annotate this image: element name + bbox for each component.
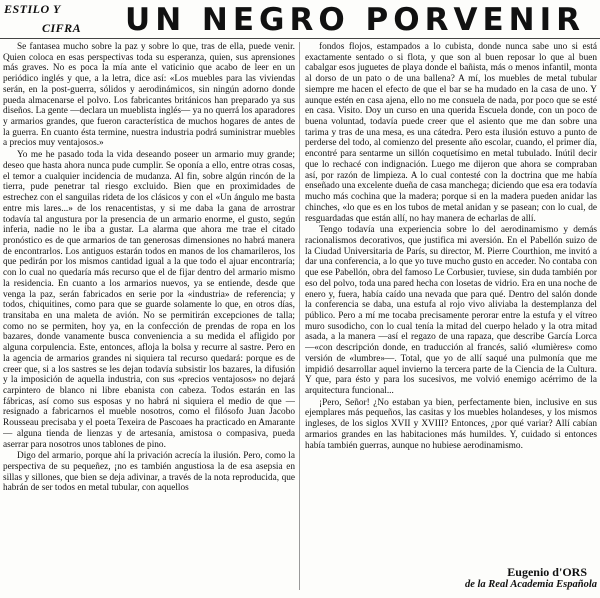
author-name: Eugenio d'ORS [507, 565, 587, 579]
column-divider [299, 42, 300, 590]
paragraph: Tengo todavía una experiencia sobre lo del aerodinamismo y demás racionalismos decorativos, que justifica mi aversión. En el Pabellón suizo de la Ciudad Universitaria de París, su director, M. Pierre Courthion, me invitó a dar una conferencia, a lo que yo tuve mucho gusto en acceder. No contaba con que ese Pabellón, obra del famoso Le Corbusier, tuviese, sin duda también por eso del polvo, toda una pared hecha con losetas de vidrio. Era en una noche de enero y, fuera, había caído una nevada que para qué. Dentro del salón donde la conferencia se daba, una estufa al rojo vivo aliviaba la destemplanza del público. Pero a mí me tocaba precisamente perorar entre la estufa y el vítreo muro susodicho, con lo cual tenía la mitad del cuerpo helado y la otra mitad asada, a la manera —así el regazo de una rapaza, que describe García Lorca —«con descripción donde, en traducción al francés, salió «lumières» como versión de «lumbre»—. Total, que yo de allí saqué una pulmonía que me impidió desarrollar aquel invierno la tercera parte de la Ciencia de la Cultura. Y que, para ésto y para los sucesivos, me volvió enemigo acérrimo de la arquitectura funcional... [305, 225, 597, 396]
paragraph: Se fantasea mucho sobre la paz y sobre lo que, tras de ella, puede venir. Quien coloca en esas perspectivas toda su esperanza, quien, sus aprensiones más graves. No es poca la mía ante el vaticinio que acabo de leer en un periódico inglés y que, a la letra, dice así: «Los muebles para las viviendas serán, en la post-guerra, sólidos y aerodinámicos, sin ningún adorno donde pueda almacenarse el polvo. Los fabricantes británicos han preparado ya sus diseños. La gente —declara un mueblista inglés— ya no querrá los aparadores y armarios grandes, que fueron característica de muchos hogares de antes de la guerra. En cuanto ésta termine, nuestra industria podrá suministrar muebles a precios muy ventajosos.» [3, 42, 295, 149]
paragraph: Digo del armario, porque ahí la privación acrecía la ilusión. Pero, como la perspectiva de su pequeñez, ¡no es también angustiosa la de esa asepsia en sillas y sillones, que bien se deja adivinar, a través de la nota reproducida, que habrán de ser todos en metal tubular, con aquellos [3, 451, 295, 494]
article-column-right [305, 42, 597, 582]
section-label-line2: CIFRA [42, 21, 82, 35]
author-signature [305, 566, 597, 591]
section-label-line1: ESTILO Y [4, 2, 61, 16]
paragraph: Yo me he pasado toda la vida deseando poseer un armario muy grande; deseo que hasta ahora nunca pude cumplir. Se oponía a ello, entre otras cosas, el temor a cualquier incidencia de mudanza. Al fin, sobre algún rincón de la tierra, pude penetrar tal riesgo excluido. Bien que en proximidades de estrechez con el sanguilas rideta de los clásicos y con el «Un ángulo me basta entre mis lares...» de los renacentistas, y si me daba la gana de arrostrar todavía tal angustura por la presencia de un armario enorme, el gusto, según inferia, nadie no le iba a gustar. La alarma que ahora me trae el citado pronóstico es de que armarios de tan generosas dimensiones no habrá manera de encontrarlos. Los antiguos estarán todos en manos de los chamarileros, los que pedirán por los mismos cantidad igual a la que todo el ajuar encontraría; con lo cual no quedaría más recurso que el de fijar dentro del armario mismo la residencia. En cuanto a los armarios nuevos, ya se entiende, desde que venga la paz, serán fabricados en serie por la «industria» de referencia; y todos, chiquitines, como para que se guarde solamente lo que, en otros días, transitaba en una maleta de avión. No se permitirán excepciones de talla; como no se permiten, hoy ya, en la confección de prendas de ropa en los bazares, donde vanamente busca conveniencia a su medida el afligido por alguna corpulencia. Este, entonces, afloja la bolsa y recurre al sastre. Pero en la agencia de armarios grandes ni siquiera tal recurso quedará: porque es de creer que, si a los sastres se les dejan todavía subsistir los bazares, la difusión y la imposición de aquella industria, con sus «precios ventajosos» no dejará carpintero de blanco ni libre ebanista con cabeza. Todos estarán en las fábricas, así como sus esposas y no habrá ni siquiera el medio de que —resignado a fabricarnos el mueble nosotros, como el filósofo Juan Jacobo Rousseau precisaba y el poeta Texeira de Pascoaes ha practicado en Amarante— alguna tienda de lienzas y de artesanía, amistosa o compasiva, pueda aserrar para nosotros unos tablones de pino. [3, 150, 295, 450]
author-affiliation: de la Real Academia Española [464, 579, 597, 590]
paragraph: ¡Pero, Señor! ¿No estaban ya bien, perfectamente bien, inclusive en sus ejemplares más pequeños, las casitas y los muebles holandeses, y los mismos ingleses, de los siglos XVII y XVIII? Entonces, ¿por qué variar? Allí cabían armarios grandes en las habitaciones más humildes. Y, cuidado si entonces había también guerras, aunque no hubiese aerodinamismo. [305, 397, 597, 451]
article-headline: UN NEGRO PORVENIR [125, 2, 585, 38]
paragraph: fondos flojos, estampados a lo cubista, donde nunca sabe uno si está exactamente sentado o si flota, y que son al buen reposar lo que al buen cabalgar esos juguetes de playa donde el bañista, más o menos infantil, monta al dorso de un pato o de una ballena? A mí, los muebles de metal tubular siempre me hacen el efecto de que el bar se ha mudado en la casa de uno. Y aunque estén en casa ajena, ello no me consuela de nada, por poco que se esté en casa. Visito. Doy un curso en una querida Escuela donde, con un poco de buena voluntad, todavía puede creer que el asiento que me dan sobre una tarima y tras de una mesa, es una cátedra. Pero esta ilusión estuvo a punto de perderse del todo, al comienzo del presente año escolar, cuando, el primer día, encontré para sentarme un sillón coquetísimo en metal tubulado. Inútil decir que lo rechacé con indignación. Luego me dijeron que ahora se compraban así, por razón de limpieza. A lo cual contesté con la doctrina que me había enseñado una excelente dueña de casa manchega; diciendo que esa era todavía mucho más cochina que la madera; porque si en la madera pueden anidar las chinches, «lo que es en los tubos de metal anidan y se pasean; con lo cual, de resguardadas que están allí, no hay manera de echarlas de allí. [305, 42, 597, 224]
section-label [4, 2, 81, 36]
headline-rule [0, 38, 600, 39]
article-column-left [3, 42, 295, 592]
